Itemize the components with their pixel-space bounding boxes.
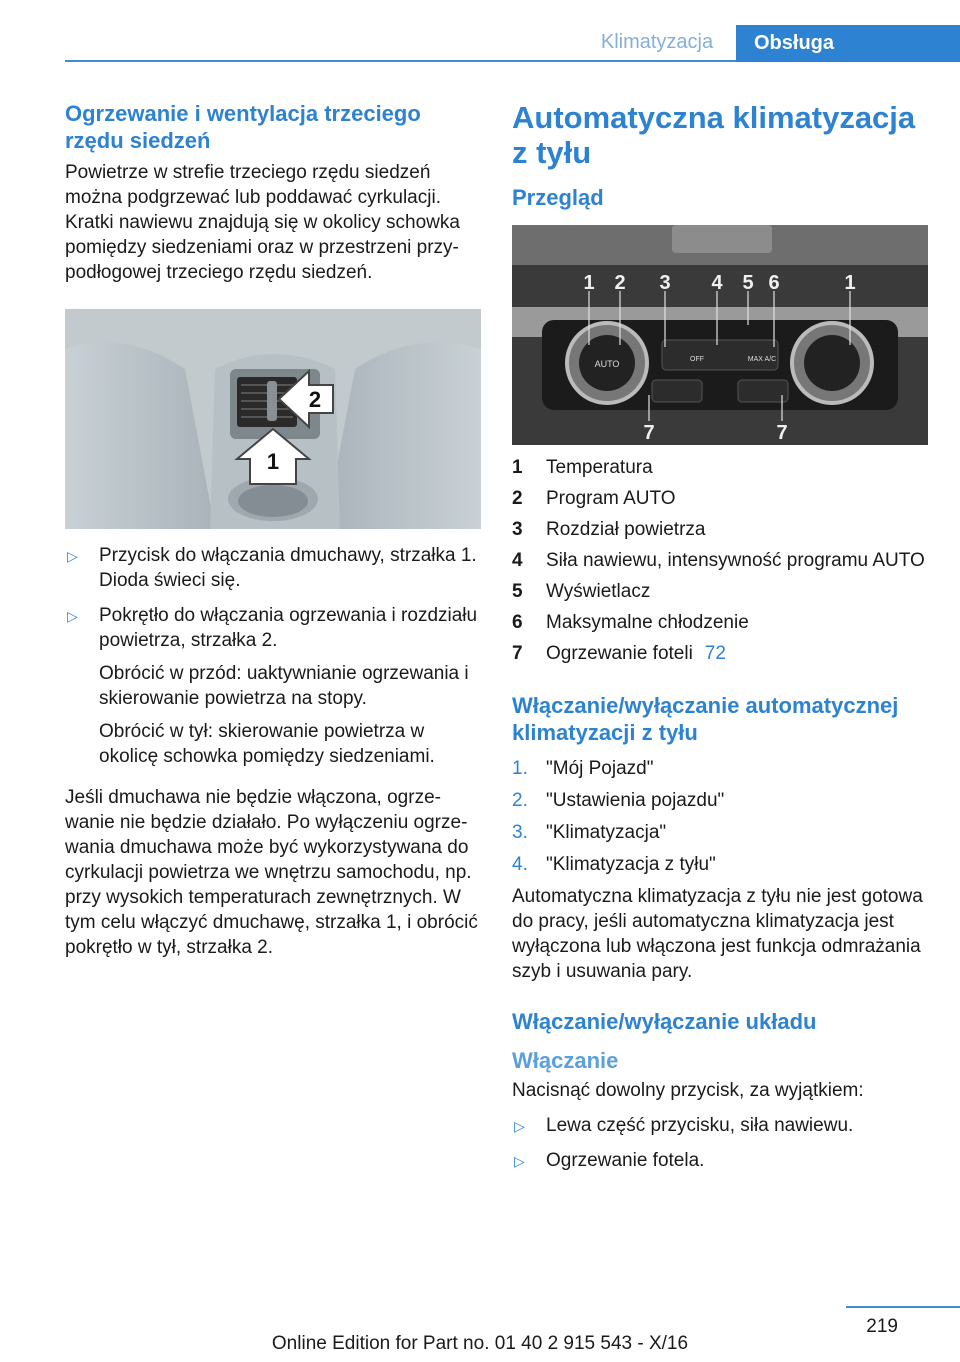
legend-item: 1 Temperatura [512,457,653,478]
bullet-blower-button [65,543,481,593]
auto-button-label: AUTO [594,359,620,369]
panel-callout-5: 5 [742,272,754,294]
bullet-heating-knob [65,603,481,769]
panel-legend [512,455,928,666]
bullet-detail-back: Obrócić w tył: skierowanie powietrza w okolicę schowka pomiędzy siedzeniami. [99,721,435,767]
bullet-item: ▷ Lewa część przycisku, siła nawiewu. [514,1115,854,1136]
triangle-bullet-icon: ▷ [67,608,78,624]
panel-callout-1: 1 [583,272,595,294]
onoff-note: Automatyczna klimatyzacja z tyłu nie jest gotowa do pracy, jeśli automatyczna klimatyzacja jest wyłączona lub włączona jest funkcja odmrażania szyb i usuwania pary. [512,886,923,982]
panel-callout-7b: 7 [776,422,788,444]
rear-ac-panel-figure [512,225,928,445]
panel-callout-2: 2 [614,272,626,294]
panel-callout-4: 4 [711,272,723,294]
panel-callout-3: 3 [659,272,671,294]
onoff-heading: Włączanie/wyłączanie automatycznej klimatyzacji z tyłu [512,693,899,745]
bullet-text: Przycisk do włączania dmuchawy, strzałka 1. Dioda świeci się. [99,545,477,591]
legend-item: 7 Ogrzewanie foteli 72 [512,643,726,664]
third-row-intro: Powietrze w strefie trzeciego rzędu siedzeń można podgrzewać lub poddawać cyrkulacji. Kratki nawiewu znajdują się w okolicy schowka pomiędzy siedzeniami oraz w przestrzeni przypodłogowej trzeciego rzędu siedzeń. [65,162,460,283]
bullet-item: ▷ Ogrzewanie fotela. [514,1150,705,1171]
triangle-bullet-icon: ▷ [514,1118,525,1134]
panel-callout-1b: 1 [844,272,856,294]
legend-item: 2 Program AUTO [512,488,676,509]
page-number: 219 [866,1316,898,1337]
third-row-outro: Jeśli dmuchawa nie będzie włączona, ogrzewanie nie będzie działało. Po wyłączeniu ogrzewania dmuchawa może być wykorzystywana do cyrkulacji powietrza we wnętrzu samochodu, np. przy wysokich temperaturach zewnętrznych. W tym celu włączyć dmuchawę, strzałka 1, i obrócić pokrętło w tył, strzałka 2. [65,787,478,958]
triangle-bullet-icon: ▷ [514,1153,525,1169]
legend-item: 6 Maksymalne chłodzenie [512,612,749,633]
step-item: 3. "Klimatyzacja" [512,822,667,843]
switch-on-text: Nacisnąć dowolny przycisk, za wyjątkiem: [512,1080,864,1101]
legend-item: 3 Rozdział powietrza [512,519,706,540]
off-button-label: OFF [690,356,704,363]
panel-callout-6: 6 [768,272,780,294]
right-column [512,100,928,1183]
switch-on-heading: Włączanie [512,1048,619,1073]
rear-ac-panel-illustration [512,225,928,445]
system-onoff-heading: Włączanie/wyłączanie układu [512,1009,817,1034]
legend-item: 4 Siła nawiewu, intensywność programu AUTO [512,550,925,571]
callout-1: 1 [266,449,280,474]
overview-heading: Przegląd [512,185,604,210]
third-row-heading: Ogrzewanie i wentylacja trzeciego rzędu siedzeń [65,101,421,153]
step-item: 4. "Klimatyzacja z tyłu" [512,854,716,875]
max-ac-button-label: MAX A/C [747,356,777,363]
bullet-detail-forward: Obrócić w przód: uaktywnianie ogrzewania i skierowanie powietrza na stopy. [99,663,469,709]
page-reference-link[interactable]: 72 [704,643,726,664]
switch-on-bullets [512,1113,928,1173]
legend-item: 5 Wyświetlacz [512,581,651,602]
third-row-vent-illustration [65,309,481,529]
step-item: 2. "Ustawienia pojazdu" [512,790,725,811]
left-column [65,100,481,960]
third-row-bullets [65,543,481,769]
triangle-bullet-icon: ▷ [67,548,78,564]
panel-callout-7: 7 [643,422,655,444]
callout-2: 2 [308,387,322,412]
third-row-vent-figure [65,309,481,529]
step-item: 1. "Mój Pojazd" [512,758,654,779]
rear-ac-heading: Automatyczna klimatyzacja z tyłu [512,100,916,170]
footer-rule [846,1306,960,1308]
bullet-text: Pokrętło do włączania ogrzewania i rozdziału powietrza, strzałka 2. [99,605,478,651]
edition-line: Online Edition for Part no. 01 40 2 915 543 - X/16 [271,1333,689,1354]
chapter-tab[interactable]: Klimatyzacja [600,31,714,53]
section-tab[interactable]: Obsługa [736,25,960,62]
onoff-steps [512,756,928,877]
